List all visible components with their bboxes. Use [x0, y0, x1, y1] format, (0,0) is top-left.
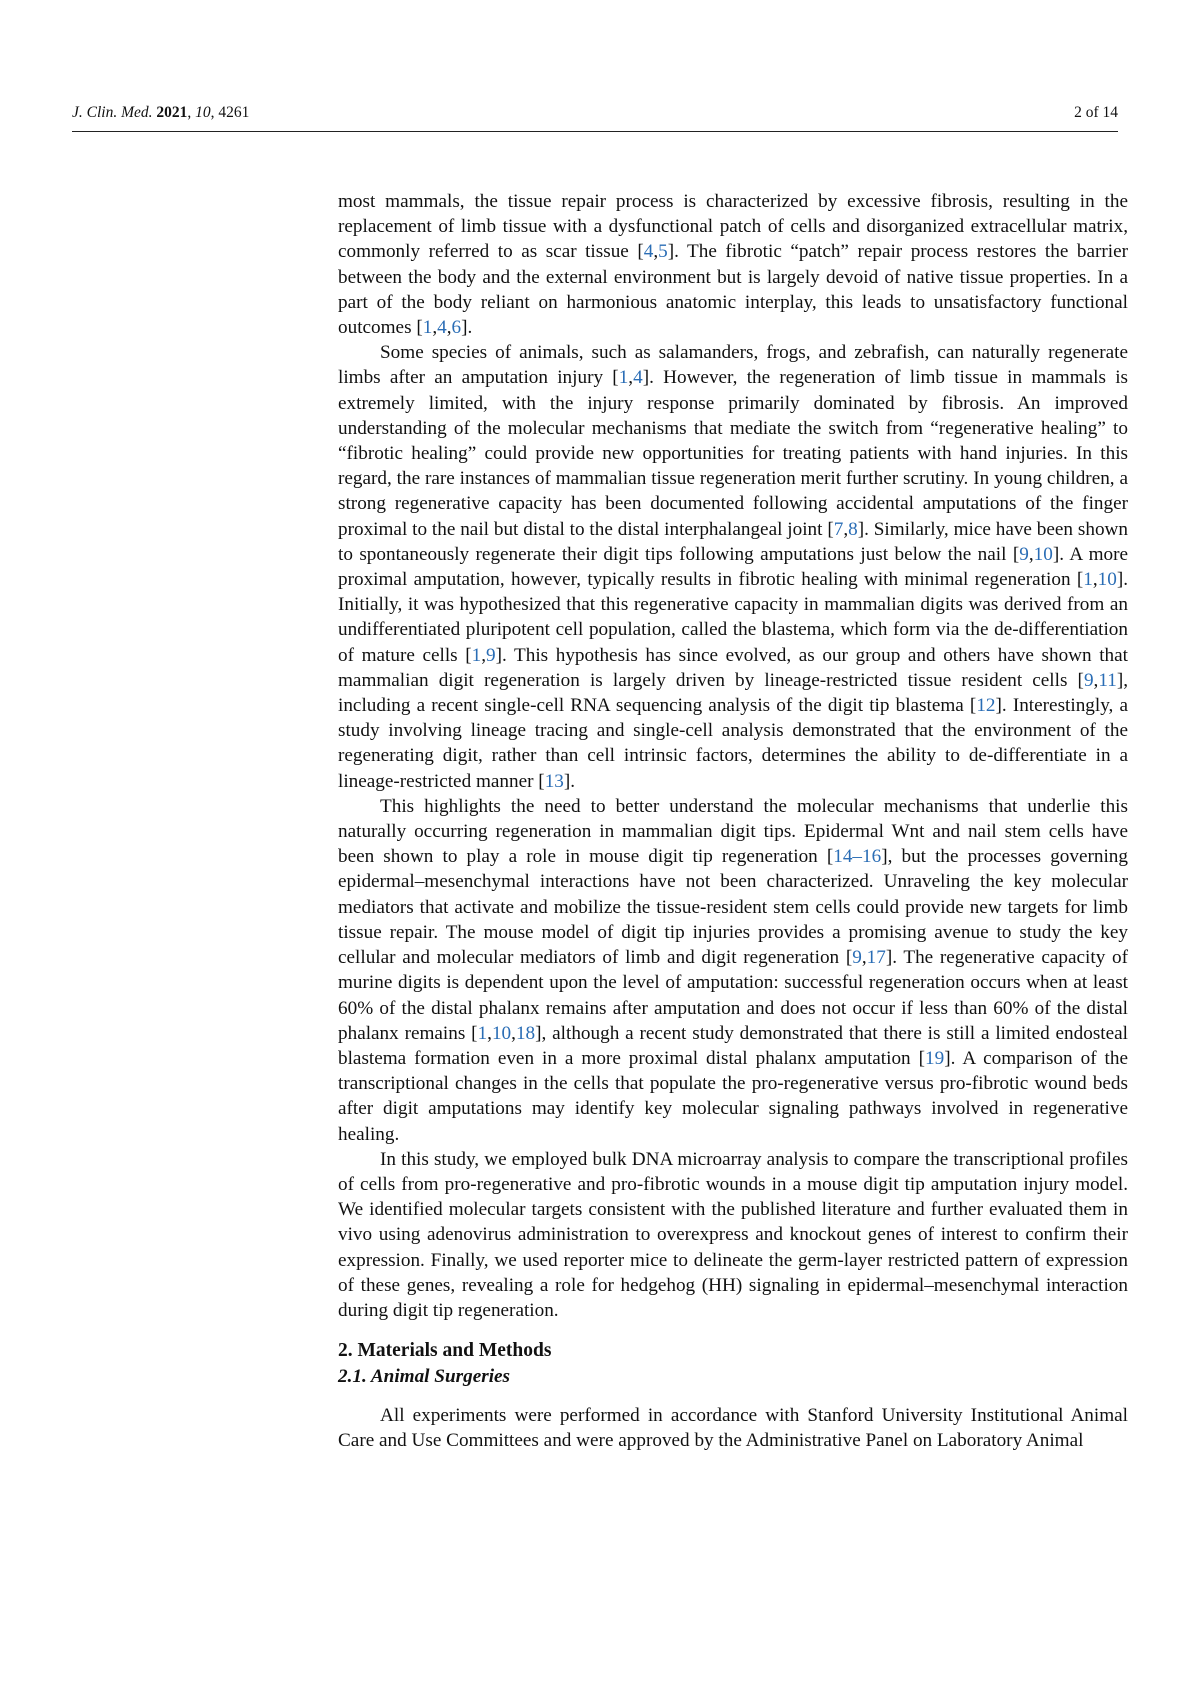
citation-link[interactable]: 11 — [1098, 669, 1117, 691]
paragraph: most mammals, the tissue repair process is characterized by excessive fibrosis, resulting in the replacement of limb tissue with a dysfunctional patch of cells and disorganized extracellular matrix, commonly referred to as scar tissue [4,5]. The fibrotic “patch” repair process restores the barrier between the body and the external environment but is largely devoid of native tissue properties. In a part of the body reliant on harmonious anatomic interplay, this leads to unsatisfactory functional outcomes [1,4,6]. — [338, 191, 1129, 339]
citation-link[interactable]: 9 — [852, 947, 862, 969]
citation-link[interactable]: 14–16 — [833, 846, 882, 868]
publication-year: 2021 — [156, 104, 188, 121]
paragraph: This highlights the need to better understand the molecular mechanisms that underlie this naturally occurring regeneration in mammalian digit tips. Epidermal Wnt and nail stem cells have been shown to play a role in mouse digit tip regeneration [14–16], but the processes governing epidermal–mesenchymal interactions have not been characterized. Unraveling the key molecular mediators that activate and mobilize the tissue-resident stem cells could provide new targets for limb tissue repair. The mouse model of digit tip injuries provides a promising avenue to study the key cellular and molecular mediators of limb and digit regeneration [9,17]. The regenerative capacity of murine digits is dependent upon the level of amputation: successful regeneration occurs when at least 60% of the distal phalanx remains after amputation and does not occur if less than 60% of the distal phalanx remains [1,10,18], although a recent study demonstrated that there is still a limited endosteal blastema formation even in a more proximal distal phalanx amputation [19]. A comparison of the transcriptional changes in the cells that populate the pro-regenerative versus pro-fibrotic wound beds after digit amputations may identify key molecular signaling pathways involved in regenerative healing. — [338, 795, 1128, 1145]
citation-link[interactable]: 4 — [633, 367, 643, 389]
page-number: 2 of 14 — [1074, 104, 1118, 121]
citation-link[interactable]: 19 — [925, 1047, 945, 1069]
citation-link[interactable]: 10 — [491, 1022, 512, 1044]
citation-link[interactable]: 1 — [471, 644, 482, 666]
running-header — [72, 100, 1118, 124]
paragraph: In this study, we employed bulk DNA microarray analysis to compare the transcriptional profiles of cells from pro-regenerative and pro-fibrotic wounds in a mouse digit tip amputation injury model. We identified molecular targets consistent with the published literature and further evaluated them in vivo using adenovirus administration to overexpress and knockout genes of interest to confirm their expression. Finally, we used reporter mice to delineate the germ-layer restricted pattern of expression of these genes, revealing a role for hedgehog (HH) signaling in epidermal–mesenchymal interaction during digit tip regeneration. — [338, 1148, 1128, 1321]
subsection-heading: 2.1. Animal Surgeries — [338, 1366, 511, 1388]
citation-link[interactable]: 5 — [658, 241, 668, 263]
citation-link[interactable]: 1 — [618, 367, 629, 389]
citation-link[interactable]: 4 — [643, 241, 654, 263]
article-number: 4261 — [218, 104, 250, 121]
methods-paragraph: All experiments were performed in accordance with Stanford University Institutional Animal Care and Use Committees and were approved by the Administrative Panel on Laboratory Animal — [338, 1405, 1128, 1452]
citation-link[interactable]: 1 — [422, 317, 433, 339]
journal-name: J. Clin. Med. — [72, 104, 153, 121]
volume-number: 10 — [195, 104, 211, 121]
citation-link[interactable]: 4 — [437, 317, 447, 339]
citation-link[interactable]: 9 — [486, 644, 496, 666]
citation-link[interactable]: 12 — [976, 695, 996, 717]
journal-citation: J. Clin. Med. 2021, 10, 4261 — [72, 104, 250, 121]
citation-link[interactable]: 8 — [848, 518, 858, 540]
citation-link[interactable]: 1 — [1083, 569, 1093, 591]
citation-link[interactable]: 10 — [1097, 569, 1117, 591]
body-text — [338, 189, 1128, 1454]
citation-link[interactable]: 1 — [477, 1022, 488, 1044]
citation-link[interactable]: 17 — [866, 947, 886, 969]
header-rule — [72, 131, 1118, 132]
citation-link[interactable]: 10 — [1033, 543, 1053, 565]
paragraph: Some species of animals, such as salamanders, frogs, and zebrafish, can naturally regenerate limbs after an amputation injury [1,4]. However, the regeneration of limb tissue in mammals is extremely limited, with the injury response primarily dominated by fibrosis. An improved understanding of the molecular mechanisms that mediate the switch from “regenerative healing” to “fibrotic healing” could provide new opportunities for treating patients with hand injuries. In this regard, the rare instances of mammalian tissue regeneration merit further scrutiny. In young children, a strong regenerative capacity has been documented following accidental amputations of the finger proximal to the nail but distal to the distal interphalangeal joint [7,8]. Similarly, mice have been shown to spontaneously regenerate their digit tips following amputations just below the nail [9,10]. A more proximal amputation, however, typically results in fibrotic healing with minimal regeneration [1,10]. Initially, it was hypothesized that this regenerative capacity in mammalian digits was derived from an undifferentiated pluripotent cell population, called the blastema, which form via the de-differentiation of mature cells [1,9]. This hypothesis has since evolved, as our group and others have shown that mammalian digit regeneration is largely driven by lineage-restricted tissue resident cells [9,11], including a recent single-cell RNA sequencing analysis of the digit tip blastema [12]. Interestingly, a study involving lineage tracing and single-cell analysis demonstrated that the environment of the regenerating digit, rather than cell intrinsic factors, determines the ability to de-differentiate in a lineage-restricted manner [13]. — [338, 342, 1128, 792]
citation-link[interactable]: 7 — [833, 518, 844, 540]
section-heading: 2. Materials and Methods — [338, 1340, 552, 1362]
citation-link[interactable]: 6 — [451, 317, 462, 339]
citation-link[interactable]: 9 — [1083, 669, 1094, 691]
citation-link[interactable]: 18 — [515, 1022, 536, 1044]
citation-link[interactable]: 9 — [1019, 543, 1029, 565]
citation-link[interactable]: 13 — [544, 770, 564, 792]
